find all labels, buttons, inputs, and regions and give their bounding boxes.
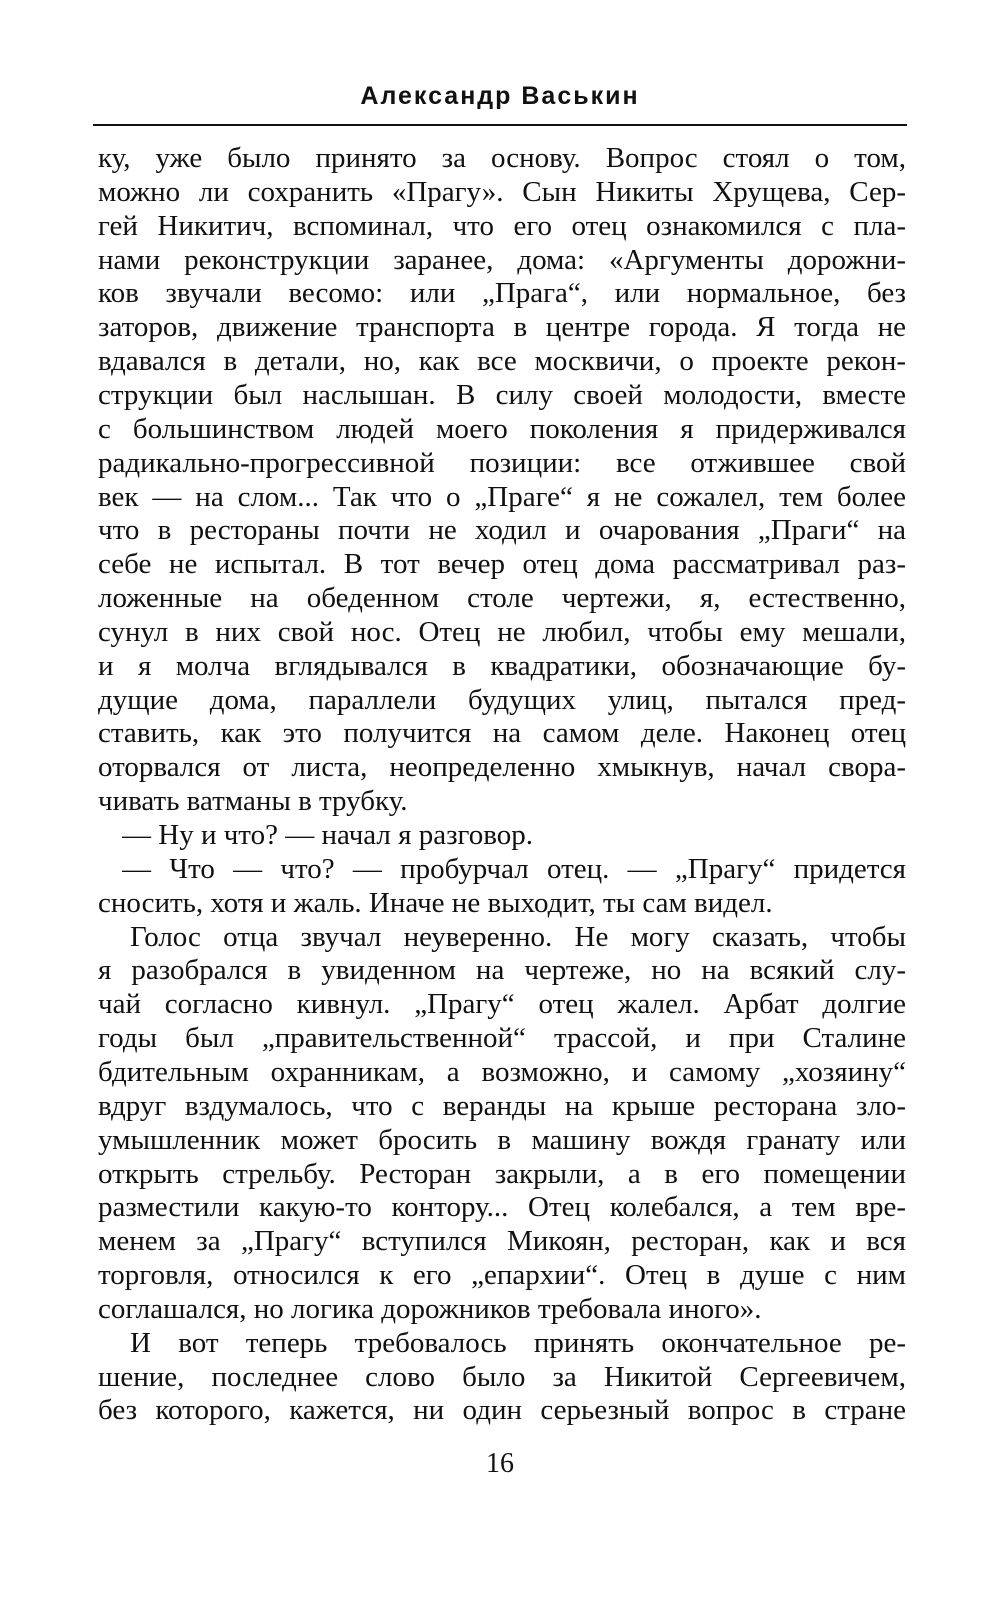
text-line: ков звучали весомо: или „Прага“, или нормальное, без bbox=[98, 277, 906, 310]
text-line: Голос отца звучал неуверенно. Не могу сказать, чтобы bbox=[130, 920, 906, 953]
text-line: век — на слом... Так что о „Праге“ я не сожалел, тем более bbox=[98, 480, 906, 513]
text-line: ку, уже было принято за основу. Вопрос стоял о том, bbox=[98, 142, 906, 174]
text-line: струкции был наслышан. В силу своей молодости, вместе bbox=[98, 378, 906, 411]
text-line: без которого, кажется, ни один серьезный вопрос в стране bbox=[98, 1394, 906, 1427]
text-line: — Ну и что? — начал я разговор. bbox=[122, 819, 533, 851]
text-line: бдительным охранникам, а возможно, и самому „хозяину“ bbox=[98, 1055, 906, 1088]
text-line: разместили какую-то контору... Отец колебался, а тем вре- bbox=[98, 1191, 906, 1224]
text-line: с большинством людей моего поколения я придерживался bbox=[98, 412, 906, 445]
text-line: вдруг вздумалось, что с веранды на крыше ресторана зло- bbox=[98, 1089, 906, 1122]
text-line: сунул в них свой нос. Отец не любил, чтобы ему мешали, bbox=[98, 615, 906, 648]
text-line: чивать ватманы в трубку. bbox=[98, 785, 408, 818]
text-line: соглашался, но логика дорожников требовала иного». bbox=[98, 1292, 762, 1325]
text-line: нами реконструкции заранее, дома: «Аргументы дорожни- bbox=[98, 243, 906, 276]
text-line: дущие дома, параллели будущих улиц, пытался пред- bbox=[98, 683, 906, 716]
text-line: я разобрался в увиденном на чертеже, но на всякий слу- bbox=[98, 954, 906, 987]
page-number: 16 bbox=[486, 1448, 514, 1479]
text-line: можно ли сохранить «Прагу». Сын Никиты Хрущева, Сер- bbox=[98, 175, 906, 208]
header-rule bbox=[93, 124, 907, 126]
text-line: и я молча вглядывался в квадратики, обозначающие бу- bbox=[98, 649, 906, 682]
text-line: себе не испытал. В тот вечер отец дома рассматривал раз- bbox=[98, 548, 906, 581]
text-line: И вот теперь требовалось принять окончательное ре- bbox=[130, 1326, 906, 1359]
text-line: менем за „Прагу“ вступился Микоян, ресторан, как и вся bbox=[98, 1225, 906, 1258]
text-line: торговля, относился к его „епархии“. Отец в душе с ним bbox=[98, 1259, 906, 1292]
text-line: шение, последнее слово было за Никитой Сергеевичем, bbox=[98, 1360, 906, 1393]
text-line: оторвался от листа, неопределенно хмыкнув, начал свора- bbox=[98, 751, 906, 784]
text-line: годы был „правительственной“ трассой, и при Сталине bbox=[98, 1022, 906, 1055]
text-line: заторов, движение транспорта в центре города. Я тогда не bbox=[98, 311, 906, 344]
text-line: ложенные на обеденном столе чертежи, я, естественно, bbox=[98, 582, 906, 615]
text-line: ставить, как это получится на самом деле. Наконец отец bbox=[98, 717, 906, 750]
text-line: вдавался в детали, но, как все москвичи, о проекте рекон- bbox=[98, 345, 906, 378]
text-line: умышленник может бросить в машину вождя гранату или bbox=[98, 1123, 906, 1156]
text-line: — Что — что? — пробурчал отец. — „Прагу“ придется bbox=[122, 852, 906, 885]
text-line: чай согласно кивнул. „Прагу“ отец жалел. Арбат долгие bbox=[98, 988, 906, 1021]
text-line: радикально-прогрессивной позиции: все отжившее свой bbox=[98, 446, 906, 479]
text-line: открыть стрельбу. Ресторан закрыли, а в его помещении bbox=[98, 1157, 906, 1190]
text-line: сносить, хотя и жаль. Иначе не выходит, ты сам видел. bbox=[98, 886, 773, 919]
text-line: что в рестораны почти не ходил и очарования „Праги“ на bbox=[98, 514, 906, 547]
text-line: гей Никитич, вспоминал, что его отец ознакомился с пла- bbox=[98, 209, 906, 242]
running-header-author: Александр Васькин bbox=[360, 82, 640, 110]
